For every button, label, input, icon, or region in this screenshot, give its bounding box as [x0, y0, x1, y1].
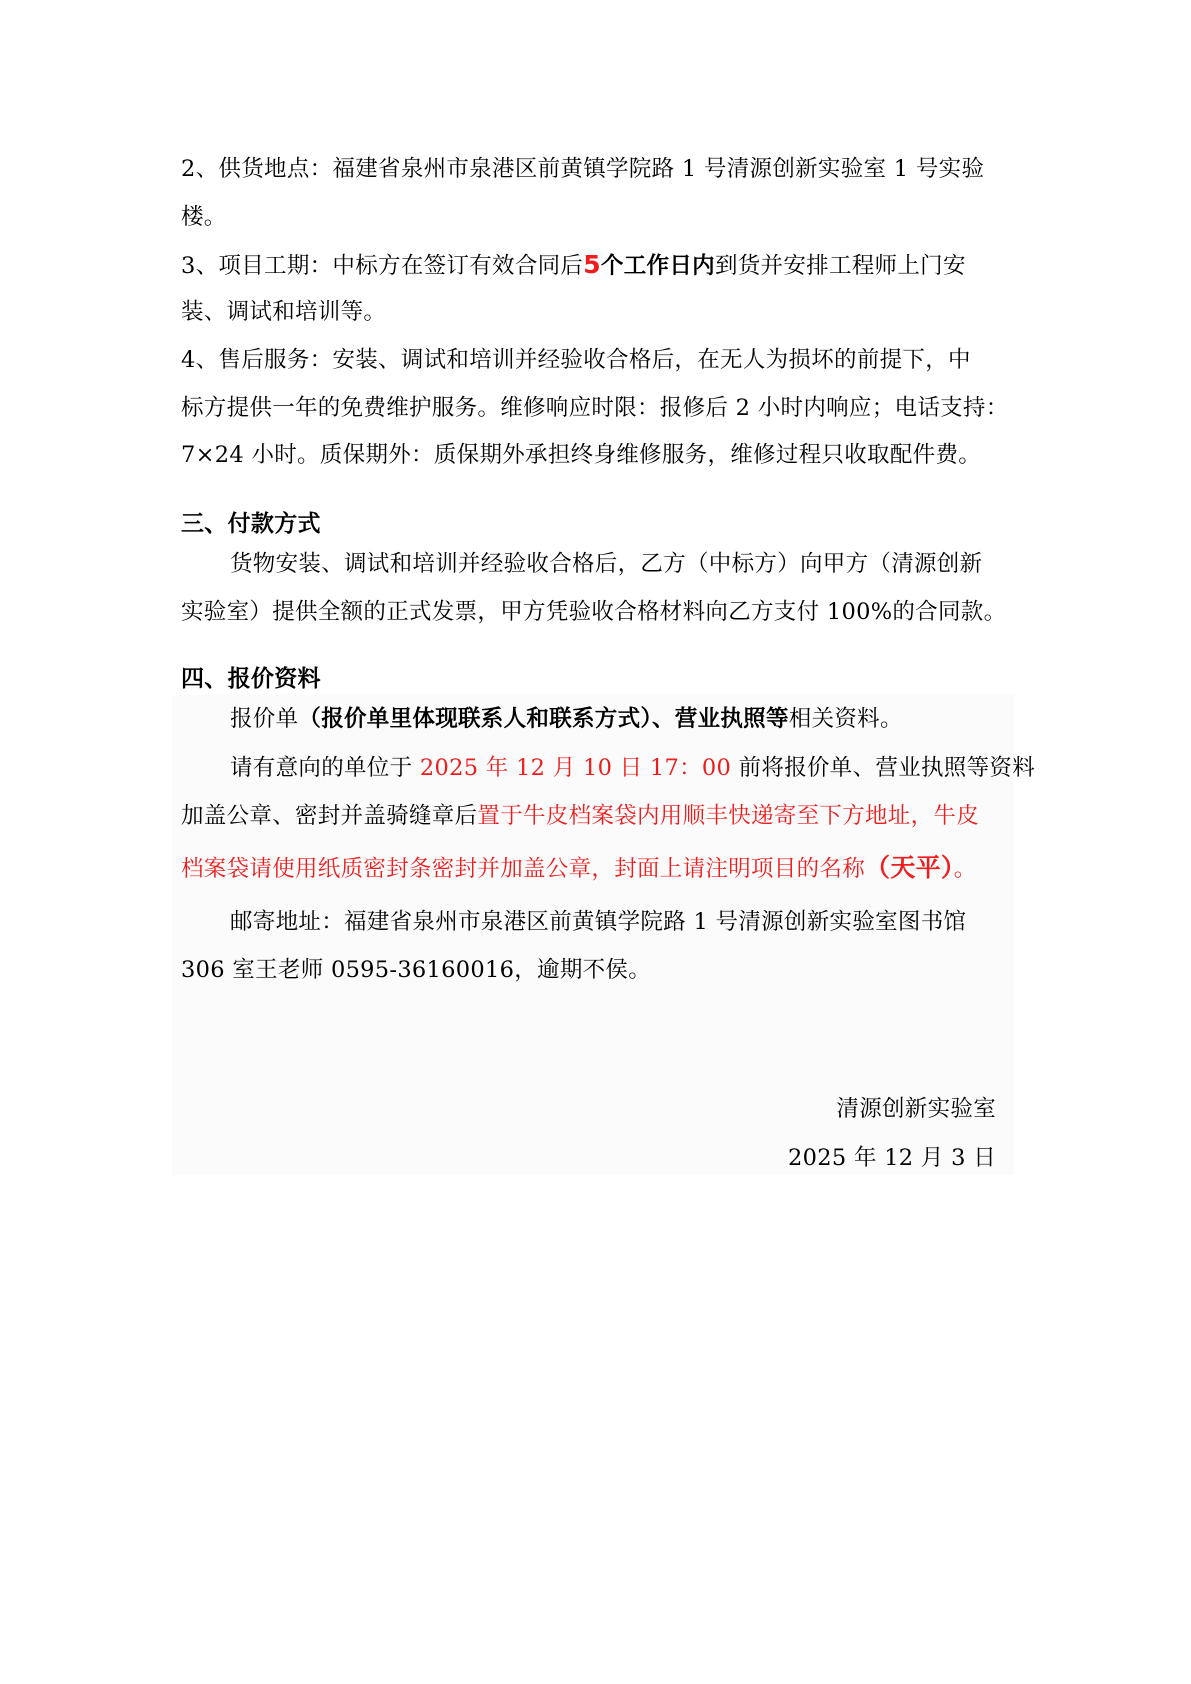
signature-org: 清源创新实验室: [836, 1096, 996, 1122]
p4-end: 。: [953, 856, 977, 882]
p4-bold-red: （天平）: [865, 853, 954, 882]
p4-red: 档案袋请使用纸质密封条密封并加盖公章，封面上请注明项目的名称: [181, 856, 866, 882]
p2-suffix: 前将报价单、营业执照等资料: [731, 755, 1036, 781]
item3-prefix: 3、项目工期：中标方在签订有效合同后: [181, 253, 584, 279]
item4-line3: 7×24 小时。质保期外：质保期外承担终身维修服务，维修过程只收取配件费。: [181, 442, 982, 468]
section4-p2: [230, 753, 1035, 783]
section3-line1: 货物安装、调试和培训并经验收合格后，乙方（中标方）向甲方（清源创新: [230, 551, 983, 577]
signature-date: 2025 年 12 月 3 日: [788, 1145, 996, 1171]
item3-line1: [181, 250, 966, 281]
section4-heading: 四、报价资料: [181, 666, 321, 692]
p1-bold: （报价单里体现联系人和联系方式）、营业执照等: [298, 706, 789, 732]
address-line2: 306 室王老师 0595-36160016，逾期不侯。: [181, 957, 652, 983]
item3-suffix: 到货并安排工程师上门安: [714, 253, 966, 279]
section4-p4: [181, 853, 977, 884]
p1-prefix: 报价单: [230, 706, 299, 732]
p2-deadline: 2025 年 12 月 10 日 17：00: [419, 755, 732, 781]
address-line1: 邮寄地址：福建省泉州市泉港区前黄镇学院路 1 号清源创新实验室图书馆: [230, 909, 967, 935]
p3-prefix: 加盖公章、密封并盖骑缝章后: [181, 803, 478, 829]
section3-line2: 实验室）提供全额的正式发票，甲方凭验收合格材料向乙方支付 100%的合同款。: [181, 599, 1007, 625]
section4-p1: [230, 704, 903, 734]
p2-prefix: 请有意向的单位于: [230, 755, 420, 781]
item3-highlight-text: 个工作日内: [600, 253, 715, 279]
item2-line1: 2、供货地点：福建省泉州市泉港区前黄镇学院路 1 号清源创新实验室 1 号实验: [181, 156, 985, 182]
item2-line2: 楼。: [181, 204, 227, 230]
p3-red: 置于牛皮档案袋内用顺丰快递寄至下方地址，牛皮: [477, 803, 980, 829]
item3-highlight-num: 5: [583, 250, 601, 279]
p1-suffix: 相关资料。: [788, 706, 903, 732]
item4-line2: 标方提供一年的免费维护服务。维修响应时限：报修后 2 小时内响应；电话支持：: [181, 395, 1009, 421]
item4-line1: 4、售后服务：安装、调试和培训并经验收合格后，在无人为损坏的前提下，中: [181, 347, 971, 373]
section4-p3: [181, 801, 979, 831]
item3-line2: 装、调试和培训等。: [181, 299, 387, 325]
section3-heading: 三、付款方式: [181, 511, 321, 537]
